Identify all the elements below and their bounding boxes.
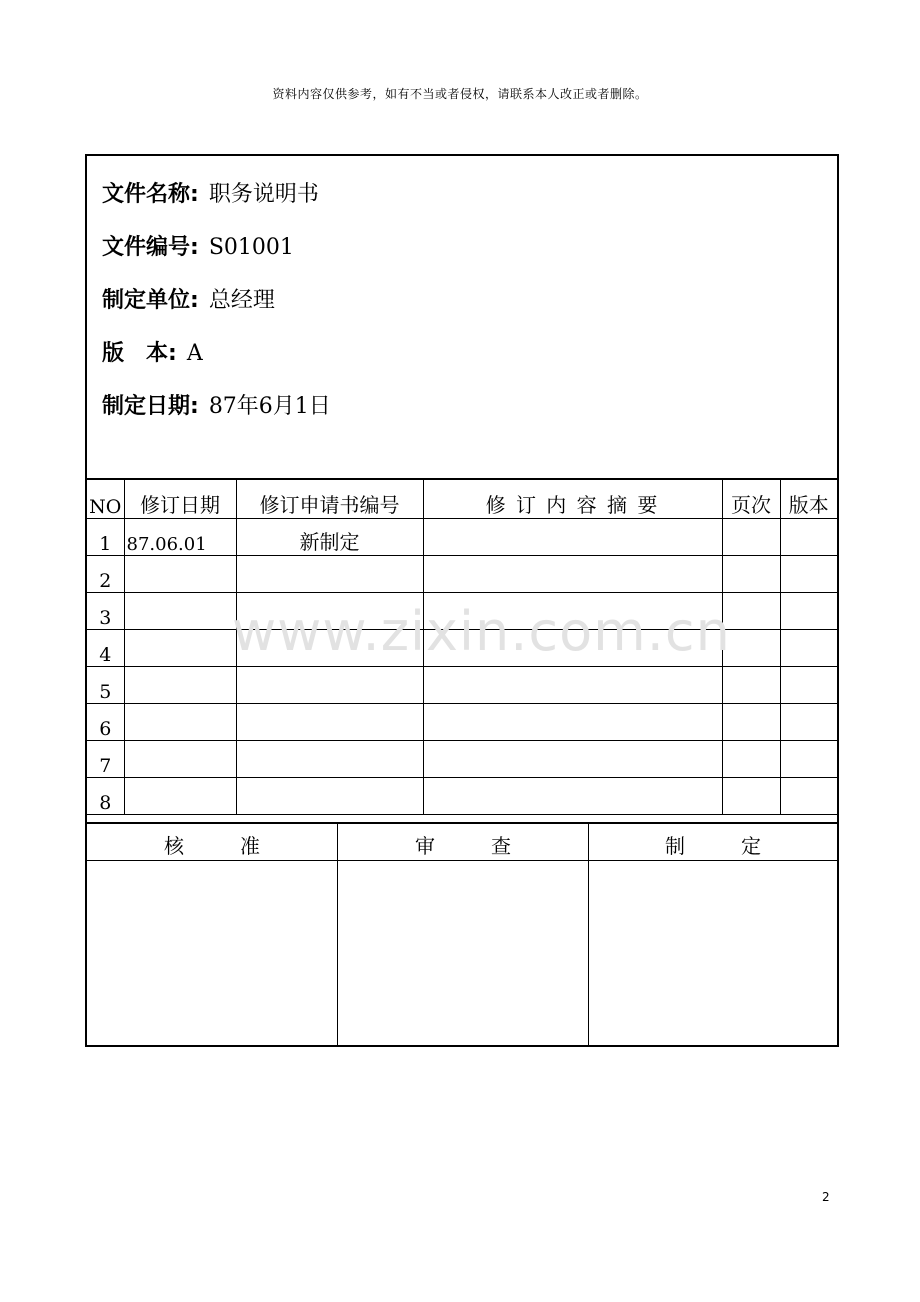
row-date: 87.06.01 xyxy=(124,518,236,555)
table-row xyxy=(87,592,837,629)
row-version xyxy=(780,666,837,703)
row-summary xyxy=(423,629,722,666)
row-summary xyxy=(423,592,722,629)
review-header xyxy=(338,824,588,861)
info-row-file-name xyxy=(102,178,319,212)
document-info-section xyxy=(87,156,837,478)
table-row xyxy=(87,555,837,592)
row-summary xyxy=(423,777,722,814)
row-summary xyxy=(423,518,722,555)
row-request xyxy=(236,555,423,592)
review-char-2: 查 xyxy=(491,834,511,858)
approval-divider xyxy=(337,824,338,1047)
row-no: 1 xyxy=(87,518,124,555)
row-date xyxy=(124,592,236,629)
header-request-number: 修订申请书编号 xyxy=(236,479,423,518)
row-summary xyxy=(423,666,722,703)
page-number: 2 xyxy=(822,1190,830,1204)
approve-char-1: 核 xyxy=(164,834,184,858)
table-row xyxy=(87,629,837,666)
row-request xyxy=(236,666,423,703)
revision-table-header xyxy=(87,479,837,518)
row-request xyxy=(236,592,423,629)
prepare-char-2: 定 xyxy=(741,834,761,858)
watermark: www.zixin.com.cn xyxy=(232,600,731,663)
approve-header xyxy=(87,824,337,861)
row-version xyxy=(780,777,837,814)
review-char-1: 审 xyxy=(415,834,435,858)
row-summary xyxy=(423,740,722,777)
table-row xyxy=(87,518,837,555)
approve-signature-box[interactable] xyxy=(87,861,337,1047)
file-name-label: 文件名称: xyxy=(102,182,199,207)
row-version xyxy=(780,555,837,592)
row-no: 3 xyxy=(87,592,124,629)
file-number-value: S01001 xyxy=(208,235,294,260)
disclaimer-notice: 资料内容仅供参考，如有不当或者侵权，请联系本人改正或者删除。 xyxy=(272,87,648,101)
row-pages xyxy=(722,740,780,777)
issuing-unit-label: 制定单位: xyxy=(102,288,199,313)
prepare-header xyxy=(589,824,837,861)
row-version xyxy=(780,518,837,555)
info-row-version xyxy=(102,337,203,371)
version-label: 版 本: xyxy=(102,341,177,366)
table-row xyxy=(87,740,837,777)
row-no: 2 xyxy=(87,555,124,592)
row-pages xyxy=(722,518,780,555)
row-date xyxy=(124,629,236,666)
header-revision-date: 修订日期 xyxy=(124,479,236,518)
table-row xyxy=(87,666,837,703)
row-request xyxy=(236,777,423,814)
info-row-issuing-unit xyxy=(102,284,275,318)
info-row-file-number xyxy=(102,231,294,265)
row-summary xyxy=(423,703,722,740)
header-no: NO xyxy=(87,479,124,518)
row-no: 6 xyxy=(87,703,124,740)
document-frame xyxy=(85,154,839,1047)
approval-divider xyxy=(588,824,589,1047)
header-version: 版本 xyxy=(780,479,837,518)
row-no: 5 xyxy=(87,666,124,703)
row-request: 新制定 xyxy=(236,518,423,555)
row-date xyxy=(124,555,236,592)
row-date xyxy=(124,777,236,814)
revision-table xyxy=(87,478,837,815)
table-row xyxy=(87,777,837,814)
row-no: 8 xyxy=(87,777,124,814)
approval-section xyxy=(87,822,837,1047)
file-name-value: 职务说明书 xyxy=(208,182,319,207)
issuing-unit-value: 总经理 xyxy=(208,288,275,313)
row-version xyxy=(780,592,837,629)
version-value: A xyxy=(186,341,203,366)
row-summary xyxy=(423,555,722,592)
row-pages xyxy=(722,777,780,814)
row-pages xyxy=(722,629,780,666)
row-request xyxy=(236,703,423,740)
table-row xyxy=(87,703,837,740)
issue-date-label: 制定日期: xyxy=(102,394,199,419)
row-request xyxy=(236,740,423,777)
row-date xyxy=(124,666,236,703)
row-pages xyxy=(722,555,780,592)
row-version xyxy=(780,629,837,666)
row-date xyxy=(124,740,236,777)
review-signature-box[interactable] xyxy=(338,861,588,1047)
info-row-issue-date xyxy=(102,390,331,424)
row-date xyxy=(124,703,236,740)
prepare-char-1: 制 xyxy=(665,834,685,858)
header-revision-summary: 修 订 内 容 摘 要 xyxy=(423,479,722,518)
row-pages xyxy=(722,592,780,629)
file-number-label: 文件编号: xyxy=(102,235,199,260)
approve-char-2: 准 xyxy=(240,834,260,858)
row-no: 4 xyxy=(87,629,124,666)
row-version xyxy=(780,740,837,777)
row-version xyxy=(780,703,837,740)
row-pages xyxy=(722,666,780,703)
issue-date-value: 87年6月1日 xyxy=(208,394,331,419)
row-request xyxy=(236,629,423,666)
header-pages: 页次 xyxy=(722,479,780,518)
row-pages xyxy=(722,703,780,740)
row-no: 7 xyxy=(87,740,124,777)
prepare-signature-box[interactable] xyxy=(589,861,837,1047)
